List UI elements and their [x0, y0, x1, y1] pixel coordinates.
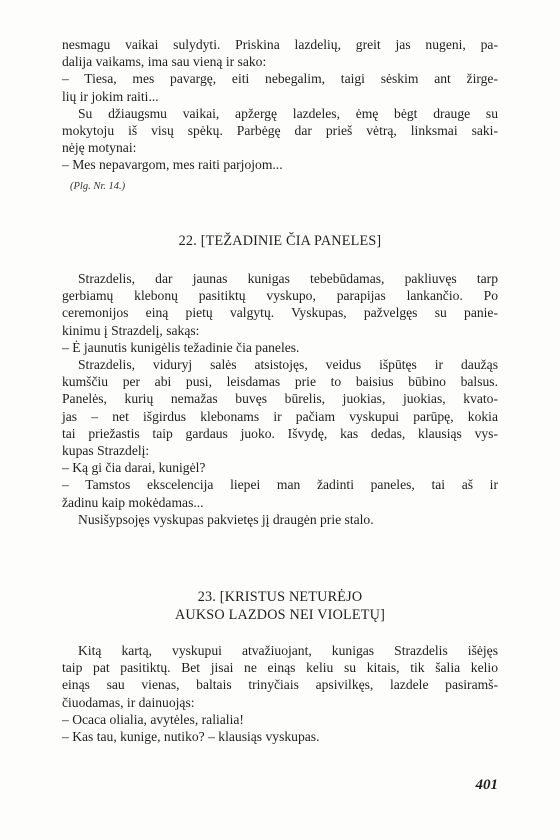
- text-line: – Ką gi čia darai, kunigėl?: [62, 460, 206, 476]
- dialogue-paragraph: [62, 339, 498, 356]
- text-line: einąs sau vienas, baltais trinyčiais apsivilkęs, lazdele pasiramš-: [62, 677, 498, 693]
- text-line: tai priežastis taip gardaus juoko. Išvydę, kas dedas, klausiąs vys-: [62, 425, 498, 441]
- paragraph: [62, 511, 498, 528]
- page-number: 401: [475, 777, 498, 793]
- dialogue-paragraph: [62, 728, 498, 745]
- text-line: – Mes nepavargom, mes raiti parjojom...: [62, 157, 283, 173]
- text-line: – Tiesa, mes pavargę, eiti nebegalim, taigi sėskim ant žirge-: [62, 71, 498, 87]
- text-line: kumščiu per abi pusi, leisdamas prie to baisius būbino balsus.: [62, 374, 498, 390]
- section-heading-line-1: 23. [KRISTUS NETURĖJO: [197, 589, 363, 605]
- section-heading: 22. [TEŽADINIE ČIA PANELES]: [178, 233, 382, 249]
- text-line: dalija vaikams, ima sau vieną ir sako:: [62, 54, 267, 70]
- section-22-body: [62, 270, 498, 528]
- text-line: – Tamstos ekscelencija liepei man žadinti paneles, tai aš ir: [62, 477, 498, 493]
- text-line: lių ir jokim raiti...: [62, 88, 159, 104]
- section-23: [62, 588, 498, 624]
- paragraph: [62, 642, 498, 711]
- text-line: kupas Strazdelį:: [62, 443, 150, 459]
- text-line: Strazdelis, viduryj salės atsistojęs, veidus išpūtęs ir daužąs: [78, 357, 498, 373]
- text-line: mokytoju iš visų spėkų. Parbėgę dar prieš vėtrą, linksmai saki-: [62, 123, 498, 139]
- text-line: Kitą kartą, vyskupui atvažiuojant, kunigas Strazdelis išėjęs: [78, 643, 498, 658]
- text-line: Su džiaugsmu vaikai, apžergę lazdeles, ėmę bėgt drauge su: [78, 105, 498, 121]
- text-line: gerbiamų klebonų pasitiktų vyskupo, parapijas lankančio. Po: [62, 288, 498, 304]
- paragraph: [62, 36, 498, 70]
- section-23-body: [62, 642, 498, 745]
- text-line: Strazdelis, dar jaunas kunigas tebebūdamas, pakliuvęs tarp: [78, 271, 498, 286]
- text-line: ceremonijos einą pietų valgytų. Vyskupas, pažvelgęs su panie-: [62, 305, 498, 321]
- text-line: – Kas tau, kunige, nutiko? – klausiąs vyskupas.: [62, 729, 320, 745]
- text-line: kinimu į Strazdelį, sakąs:: [62, 322, 200, 338]
- dialogue-paragraph: [62, 156, 498, 173]
- dialogue-paragraph: [62, 70, 498, 104]
- text-line: taip pat pasitiktų. Bet jisai ne einąs keliu su kitais, tik šalia kelio: [62, 660, 498, 676]
- text-line: jas – net išgirdus klebonams ir pačiam vyskupui parūpę, kokia: [62, 408, 498, 424]
- text-line: žadinu kaip mokėdamas...: [62, 494, 204, 510]
- paragraph: [62, 105, 498, 157]
- dialogue-paragraph: [62, 476, 498, 510]
- text-line: – Ė jaunutis kunigėlis težadinie čia paneles.: [62, 339, 300, 355]
- section-22: [62, 232, 498, 250]
- paragraph: [62, 270, 498, 339]
- top-text-block: [62, 36, 498, 194]
- text-line: nėję motynai:: [62, 140, 137, 156]
- text-line: čiuodamas, ir dainuojąs:: [62, 694, 195, 710]
- section-heading-line-2: AUKSO LAZDOS NEI VIOLETŲ]: [174, 607, 386, 623]
- text-line: Panelės, kurių nemažas buvęs būrelis, juokias, juokias, kvato-: [62, 391, 498, 407]
- text-line: – Ocaca olialia, avytėles, ralialia!: [62, 711, 244, 727]
- dialogue-paragraph: [62, 711, 498, 728]
- text-line: nesmagu vaikai sulydyti. Priskina lazdelių, greit jas nugeni, pa-: [62, 37, 498, 52]
- paragraph: [62, 356, 498, 459]
- text-line: Nusišypsojęs vyskupas pakvietęs jį draugėn prie stalo.: [78, 511, 374, 527]
- reference-note: (Plg. Nr. 14.): [70, 180, 126, 192]
- dialogue-paragraph: [62, 459, 498, 476]
